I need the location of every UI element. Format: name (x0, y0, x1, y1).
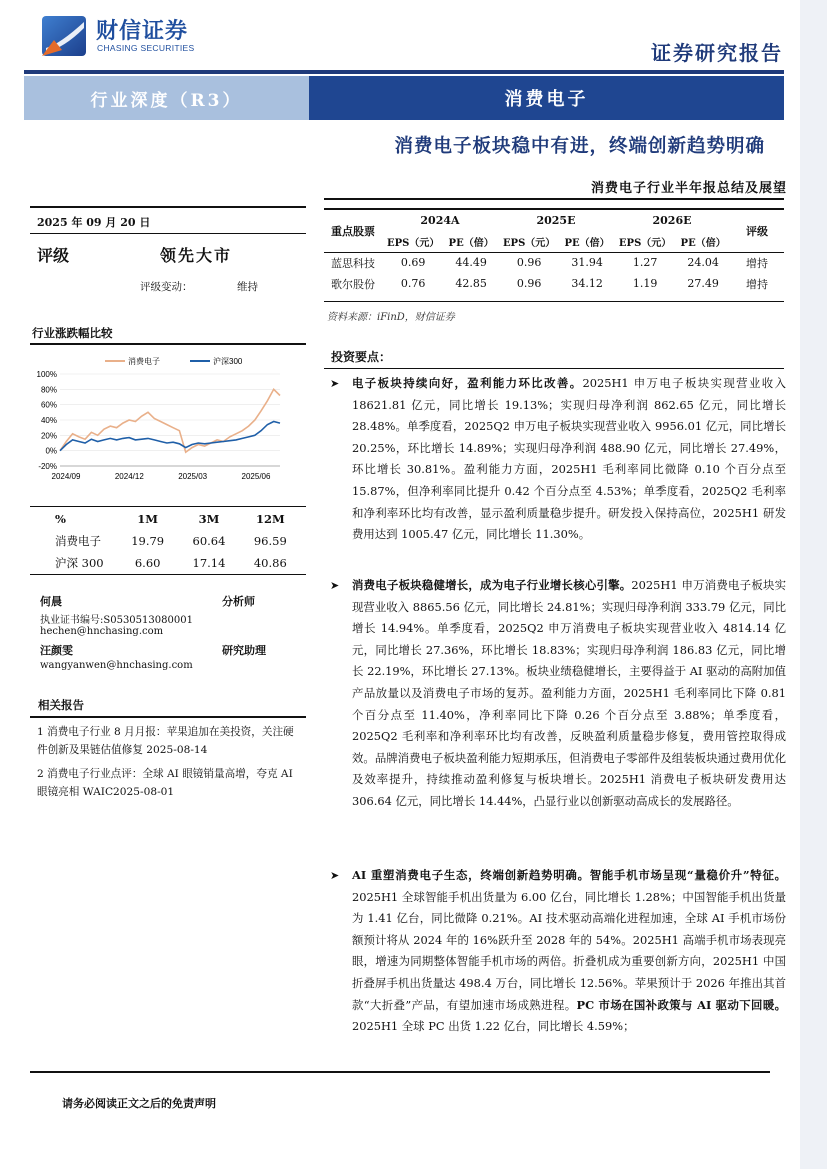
report-category-band: 行业深度（R3） (24, 76, 309, 120)
stock-year-row (324, 210, 784, 231)
legend-consumer-electronics: 消费电子 (128, 357, 160, 366)
perf-top-rule (30, 506, 306, 507)
analyst-cert: 执业证书编号:S0530513080001 (40, 615, 193, 626)
report-date: 2025 年 09 月 20 日 (37, 216, 151, 229)
y-tick-label: 0% (45, 446, 57, 456)
stock-cell: 42.85 (455, 277, 487, 290)
pe-header: PE（倍） (680, 237, 726, 249)
eps-header: EPS（元） (618, 237, 672, 249)
eps-header: EPS（元） (386, 237, 440, 249)
stock-cell: 44.49 (455, 256, 487, 270)
stock-cell: 34.12 (571, 277, 603, 290)
stock-cell: 1.27 (632, 256, 658, 270)
year-header: 2026E (652, 214, 692, 227)
page-subtitle: 消费电子行业半年报总结及展望 (590, 181, 787, 196)
stock-cell: 31.94 (571, 256, 603, 270)
arrow-bullet-icon: ➤ (330, 377, 340, 390)
rating-label: 评级 (37, 246, 70, 265)
stock-subheader-row (324, 231, 784, 252)
point-lead-secondary: PC 市场在国补政策与 AI 驱动下回暖。 (576, 997, 786, 1012)
stock-cell: 0.96 (516, 277, 542, 290)
perf-cell: 96.59 (253, 534, 287, 548)
pe-header: PE（倍） (564, 237, 610, 249)
rating-change-label: 评级变动： (140, 281, 193, 293)
subtitle-rule (324, 198, 784, 200)
analyst-email[interactable]: hechen@hnchasing.com (40, 626, 164, 637)
performance-table (37, 508, 301, 574)
stock-cell: 27.49 (687, 277, 719, 290)
stock-rating: 增持 (746, 277, 768, 291)
performance-row (37, 530, 301, 552)
assistant-email[interactable]: wangyanwen@hnchasing.com (40, 660, 193, 671)
arrow-bullet-icon: ➤ (330, 869, 340, 882)
y-tick-label: 20% (40, 431, 57, 441)
stock-row (324, 252, 784, 273)
chart-section-rule (30, 343, 306, 345)
arrow-bullet-icon: ➤ (330, 579, 340, 592)
point-lead: 消费电子板块稳健增长，成为电子行业增长核心引擎。 (352, 578, 632, 592)
stock-cell: 0.69 (400, 256, 426, 270)
footer-rule (30, 1071, 770, 1073)
eps-header: EPS（元） (502, 237, 556, 249)
pe-header: PE（倍） (448, 237, 494, 249)
point-body: 2025H1 申万电子板块实现营业收入 18621.81 亿元，同比增长 19.13%；实现归母净利润 862.65 亿元，同比增长 28.48%。单季度看，2025Q2 申万电子板块实现营业收入 9956.01 亿元，同比增长 20.25%，环比增长 14.89%；实现归母净利润 488.90 亿元，同比增长 27.49%，环比增长 30.81%。盈利能力方面，2025H1 毛利率同比微降 0.10 个百分点至 15.87%，但净利率同比提升 0.42 个百分点至 4.53%；单季度看，2025Q2 毛利率和净利率环比均有改善，显示盈利质量稳步提升。研发投入保持高位，2025H1 研发费用达到 1005.47 亿元，同比增长 11.30%。 (352, 376, 786, 542)
investment-point (330, 575, 786, 813)
perf-header-cell: % (55, 512, 66, 526)
perf-cell: 6.60 (134, 556, 161, 570)
perf-bottom-rule (30, 574, 306, 575)
disclaimer-notice[interactable]: 请务必阅读正文之后的免责声明 (62, 1097, 216, 1110)
stock-name: 歌尔股份 (331, 277, 375, 291)
rating-col-header: 评级 (746, 224, 768, 238)
right-margin-stripe (800, 0, 827, 1169)
x-tick-label: 2025/03 (178, 472, 208, 481)
perf-header-cell: 12M (255, 512, 285, 526)
rating-value: 领先大市 (160, 246, 233, 265)
perf-cell: 消费电子 (55, 534, 101, 548)
related-reports-title: 相关报告 (38, 698, 84, 712)
stock-col-header: 重点股票 (331, 224, 375, 238)
investment-point (330, 865, 786, 1038)
point-lead: 电子板块持续向好，盈利能力环比改善。 (352, 376, 583, 390)
data-source: 资料来源：iFinD，财信证券 (327, 312, 455, 323)
perf-cell: 17.14 (192, 556, 226, 570)
rating-change-value: 维持 (237, 281, 258, 293)
performance-header-row (37, 508, 301, 530)
performance-row (37, 552, 301, 574)
perf-header-cell: 1M (137, 512, 159, 526)
chart-section-title: 行业涨跌幅比较 (32, 326, 113, 340)
assistant-role: 研究助理 (222, 644, 266, 657)
investment-point (330, 373, 786, 546)
perf-cell: 沪深 300 (55, 556, 104, 570)
points-rule (324, 368, 784, 369)
point-body: 2025H1 申万消费电子板块实现营业收入 8865.56 亿元，同比增长 24.81%；实现归母净利润 333.79 亿元，同比增长 14.94%。单季度看，2025Q2 申万消费电子板块实现营业收入 4814.14 亿元，同比增长 27.36%，环比增长 18.83%；实现归母净利润 186.83 亿元，同比增长 22.19%，环比增长 27.13%。板块业绩稳健增长，主要得益于 AI 驱动的高附加值产品放量以及消费电子市场的复苏。盈利能力方面，2025H1 毛利率同比下降 0.81 个百分点至 11.40%，净利率同比下降 0.26 个百分点至 3.88%；单季度看，2025Q2 毛利率和净利率环比均有改善，反映盈利质量稳步修复，费用管控取得成效。品牌消费电子板块盈利能力短期承压，但消费电子零部件及组装板块通过费用优化及效率提升，持续推动盈利修复与板块增长。2025H1 消费电子板块研发费用达 306.64 亿元，同比增长 14.44%，凸显行业以创新驱动高成长的发展路径。 (352, 578, 786, 808)
year-header: 2025E (536, 214, 576, 227)
assistant-name: 汪颜雯 (40, 644, 73, 657)
stock-table-bottom-rule (324, 301, 784, 302)
x-tick-label: 2024/12 (114, 472, 144, 481)
index-comparison-chart (30, 350, 306, 490)
related-report-item[interactable]: 1 消费电子行业 8 月月报：苹果追加在美投资，关注硬件创新及果链估值修复 2025-08-14 (37, 726, 294, 756)
stock-name: 蓝思科技 (331, 256, 375, 270)
related-rule (30, 716, 306, 718)
stock-row (324, 273, 784, 294)
analyst-name: 何晨 (40, 595, 62, 608)
key-stocks-table (324, 210, 784, 294)
analyst-role: 分析师 (222, 595, 255, 608)
y-tick-label: 60% (40, 400, 57, 410)
investment-points-title: 投资要点： (331, 350, 392, 364)
point-body: 2025H1 全球智能手机出货量为 6.00 亿台，同比增长 1.28%；中国智能手机出货量为 1.41 亿台，同比微降 0.21%。AI 技术驱动高端化进程加速，全球 AI 手机市场份额预计将从 2024 年的 16%跃升至 2028 年的 54%。2025H1 高端手机市场表现亮眼，增速为同期整体智能手机市场的两倍。折叠机成为重要创新方向，2025H1 中国折叠屏手机出货量达 498.4 万台，同比增长 12.56%。苹果预计于 2026 年推出其首款“大折叠”产品，有望加速市场成熟进程。 (352, 889, 786, 1012)
stock-cell: 0.76 (400, 277, 426, 290)
stock-rating: 增持 (746, 256, 768, 270)
report-type: 证券研究报告 (651, 41, 783, 65)
industry-band: 消费电子 (309, 76, 784, 120)
stock-cell: 24.04 (687, 256, 719, 270)
y-tick-label: -20% (38, 462, 57, 471)
logo-name: 财信证券 (96, 18, 189, 43)
y-tick-label: 40% (40, 416, 57, 425)
point-lead: AI 重塑消费电子生态，终端创新趋势明确。智能手机市场呈现“量稳价升”特征。 (352, 868, 786, 882)
perf-cell: 19.79 (131, 534, 165, 548)
page-title: 消费电子板块稳中有进，终端创新趋势明确 (394, 136, 765, 157)
left-top-rule (30, 206, 306, 208)
stock-cell: 0.96 (516, 256, 542, 270)
point-body-secondary: 2025H1 全球 PC 出货 1.22 亿台，同比增长 4.59%； (352, 1019, 635, 1034)
year-header: 2024A (420, 214, 460, 227)
related-report-item[interactable]: 2 消费电子行业点评：全球 AI 眼镜销量高增，夸克 AI 眼镜亮相 WAIC2025-08-01 (37, 768, 293, 798)
header-rule (24, 70, 784, 74)
perf-cell: 60.64 (192, 534, 226, 548)
legend-hs300: 沪深300 (213, 357, 243, 366)
logo-english: CHASING SECURITIES (97, 43, 195, 53)
x-tick-label: 2024/09 (51, 472, 81, 481)
perf-cell: 40.86 (253, 556, 287, 570)
perf-header-cell: 3M (198, 512, 220, 526)
chasing-logo-icon (40, 14, 90, 58)
stock-cell: 1.19 (632, 277, 658, 290)
y-tick-label: 80% (40, 385, 57, 395)
x-tick-label: 2025/06 (241, 472, 271, 481)
y-tick-label: 100% (36, 370, 57, 379)
date-rule (30, 233, 306, 234)
